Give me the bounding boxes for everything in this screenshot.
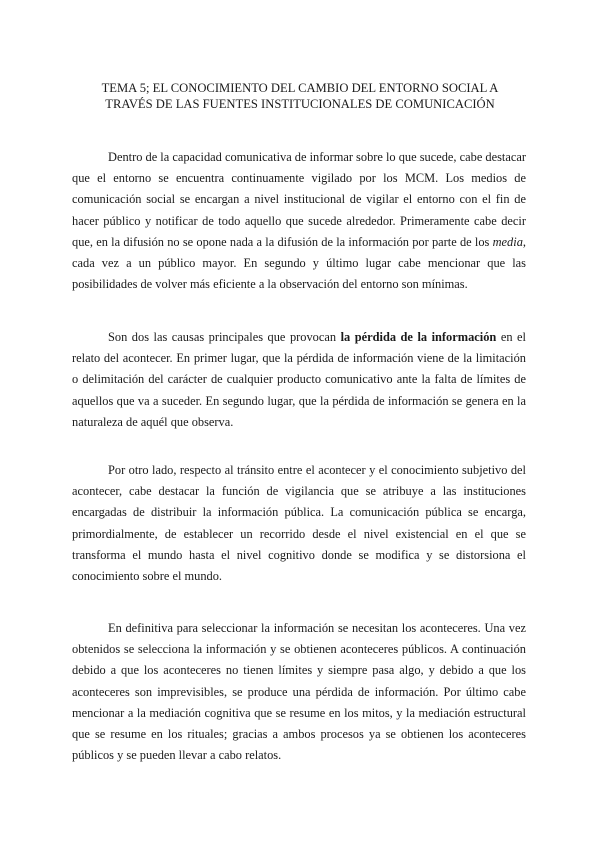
paragraph-1-italic-term: media <box>492 234 523 249</box>
paragraph-2 <box>72 327 526 433</box>
paragraph-2-text-b: en el relato del acontecer. En primer lugar, que la pérdida de información viene de la limitación o delimitación del carácter de cualquier producto comunicativo ante la falta de límites de aquellos que va a suceder. En segundo lugar, que la pérdida de información se genera en la naturaleza de aquél que observa. <box>72 330 526 429</box>
paragraph-3: Por otro lado, respecto al tránsito entre el acontecer y el conocimiento subjetivo del acontecer, cabe destacar la función de vigilancia que se atribuye a las instituciones encargadas de distribuir la información pública. La comunicación pública se encarga, primordialmente, de establecer un recorrido desde el nivel existencial en el que se transforma el mundo hasta el nivel cognitivo donde se modifica y se distorsiona el conocimiento sobre el mundo. <box>72 463 526 584</box>
title-line-1: TEMA 5; EL CONOCIMIENTO DEL CAMBIO DEL ENTORNO SOCIAL A <box>101 81 499 95</box>
title-line-2: TRAVÉS DE LAS FUENTES INSTITUCIONALES DE COMUNICACIÓN <box>105 97 495 111</box>
paragraph-1 <box>72 147 526 295</box>
paragraph-2-text-a: Son dos las causas principales que provocan <box>108 330 341 344</box>
page-title <box>60 80 540 112</box>
paragraph-1-text-b: , cada vez a un público mayor. En segundo y último lugar cabe mencionar que las posibilidades de volver más eficiente a la observación del entorno son mínimas. <box>72 234 526 292</box>
paragraph-2-bold-term: la pérdida de la información <box>340 330 497 344</box>
paragraph-4: En definitiva para seleccionar la información se necesitan los aconteceres. Una vez obtenidos se selecciona la información y se obtienen aconteceres públicos. A continuación debido a que los aconteceres no tienen límites y siempre pasa algo, y debido a que los aconteceres son imprevisibles, se produce una pérdida de información. Por último cabe mencionar a la mediación cognitiva que se resume en los mitos, y la mediación estructural que se resume en los rituales; gracias a ambos procesos ya se obtienen los aconteceres públicos y se pueden llevar a cabo relatos. <box>72 621 526 763</box>
paragraph-1-text-a: Dentro de la capacidad comunicativa de informar sobre lo que sucede, cabe destacar que el entorno se encuentra continuamente vigilado por los MCM. Los medios de comunicación social se encargan a nivel institucional de vigilar el entorno con el fin de hacer público y notificar de todo aquello que sucede alrededor. Primeramente cabe decir que, en la difusión no se opone nada a la difusión de la información por parte de los <box>72 150 526 249</box>
